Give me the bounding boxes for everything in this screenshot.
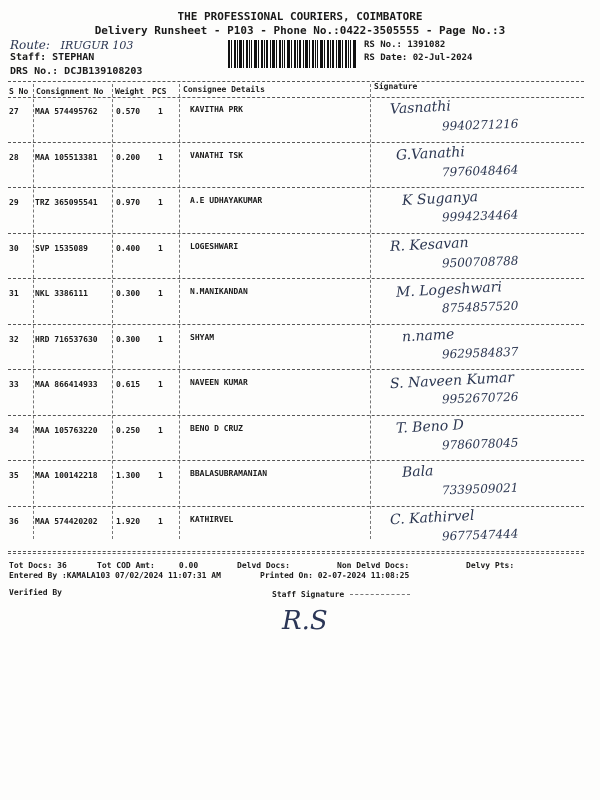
row-consignment-no: MAA 866414933 bbox=[35, 380, 98, 389]
row-consignee: KAVITHA PRK bbox=[190, 105, 243, 114]
row-sno: 34 bbox=[9, 425, 19, 435]
table-row bbox=[0, 144, 600, 189]
printed-on: Printed On: 02-07-2024 11:08:25 bbox=[260, 571, 410, 580]
consignee-signature bbox=[380, 462, 580, 507]
col-header-pcs: PCS bbox=[152, 87, 167, 96]
row-sno: 29 bbox=[9, 198, 19, 207]
row-consignee: BBALASUBRAMANIAN bbox=[190, 469, 268, 478]
row-consignment-no: MAA 574420202 bbox=[35, 516, 98, 526]
barcode-graphic bbox=[228, 40, 356, 68]
consignee-signature bbox=[380, 235, 580, 280]
table-row bbox=[0, 417, 600, 462]
col-header-sno: S No bbox=[9, 87, 29, 96]
staff-signature-label: Staff Signature bbox=[272, 590, 345, 599]
row-pcs: 1 bbox=[158, 198, 163, 207]
company-title: THE PROFESSIONAL COURIERS, COIMBATORE bbox=[177, 10, 423, 23]
total-cod-amount: Tot COD Amt: 0.00 bbox=[97, 561, 199, 570]
row-separator bbox=[8, 415, 584, 416]
signature-name: Bala bbox=[401, 463, 434, 481]
signature-name: T. Beno D bbox=[395, 416, 465, 437]
route-value: IRUGUR 103 bbox=[60, 39, 134, 52]
consignee-signature bbox=[380, 189, 580, 234]
staff-label: Staff: bbox=[10, 52, 47, 63]
runsheet-title: Delivery Runsheet - P103 - Phone No.:0422-3505555 - Page No.:3 bbox=[94, 24, 506, 37]
table-row bbox=[0, 371, 600, 416]
signature-phone: 9994234464 bbox=[441, 207, 519, 225]
table-row bbox=[0, 462, 600, 507]
row-pcs: 1 bbox=[158, 289, 163, 298]
row-consignment-no: NKL 3386111 bbox=[35, 289, 88, 298]
footer-rule bbox=[8, 553, 584, 554]
row-consignee: N.MANIKANDAN bbox=[190, 287, 248, 296]
row-consignment-no: MAA 574495762 bbox=[35, 107, 98, 116]
row-separator bbox=[8, 506, 584, 507]
row-consignment-no: MAA 105513381 bbox=[35, 152, 98, 162]
signature-phone: 7976048464 bbox=[441, 162, 519, 179]
row-consignment-no: MAA 105763220 bbox=[35, 425, 98, 435]
row-weight: 0.300 bbox=[116, 334, 141, 344]
signature-name: Vasnathi bbox=[389, 98, 452, 118]
signature-name: n.name bbox=[401, 326, 455, 345]
table-row bbox=[0, 508, 600, 553]
consignee-signature bbox=[380, 144, 580, 189]
row-pcs: 1 bbox=[158, 516, 163, 526]
signature-phone: 9786078045 bbox=[441, 435, 519, 452]
staff-line bbox=[10, 52, 94, 63]
row-sno: 33 bbox=[9, 380, 19, 389]
consignee-signature bbox=[380, 280, 580, 325]
rs-date: RS Date: 02-Jul-2024 bbox=[364, 53, 473, 63]
row-weight: 0.250 bbox=[116, 425, 141, 435]
drs-number: DRS No.: DCJB139108203 bbox=[10, 66, 143, 77]
row-separator bbox=[8, 324, 584, 325]
col-header-signature: Signature bbox=[374, 82, 418, 91]
consignee-signature bbox=[380, 371, 580, 416]
row-weight: 0.400 bbox=[116, 243, 141, 253]
entered-by: Entered By :KAMALA103 07/02/2024 11:07:31 AM bbox=[9, 571, 221, 580]
signature-phone: 7339509021 bbox=[441, 480, 519, 498]
row-separator bbox=[8, 233, 584, 234]
row-consignee: SHYAM bbox=[190, 332, 215, 342]
signature-phone: 9952670726 bbox=[441, 389, 519, 407]
table-row bbox=[0, 98, 600, 143]
row-weight: 0.300 bbox=[116, 289, 141, 298]
row-pcs: 1 bbox=[158, 334, 163, 344]
consignee-signature bbox=[380, 98, 580, 143]
barcode bbox=[228, 40, 356, 68]
row-sno: 36 bbox=[9, 516, 19, 526]
row-consignee: KATHIRVEL bbox=[190, 514, 234, 524]
row-consignment-no: SVP 1535089 bbox=[35, 243, 88, 253]
col-header-consignment: Consignment No bbox=[36, 87, 104, 96]
route-label: Route: bbox=[10, 38, 50, 52]
col-header-consignee: Consignee Details bbox=[183, 85, 265, 94]
row-separator bbox=[8, 551, 584, 552]
row-sno: 27 bbox=[9, 107, 19, 116]
staff-signature-line bbox=[350, 594, 410, 595]
total-docs: Tot Docs: 36 bbox=[9, 561, 67, 570]
row-separator bbox=[8, 460, 584, 461]
row-weight: 0.970 bbox=[116, 198, 141, 207]
row-consignment-no: HRD 716537630 bbox=[35, 334, 98, 344]
table-row bbox=[0, 235, 600, 280]
non-delivered-docs: Non Delvd Docs: bbox=[337, 561, 410, 570]
signature-phone: 8754857520 bbox=[441, 298, 519, 316]
row-weight: 0.615 bbox=[116, 380, 141, 389]
table-row bbox=[0, 280, 600, 325]
signature-name: K Suganya bbox=[401, 189, 479, 209]
signature-phone: 9677547444 bbox=[441, 526, 519, 543]
row-sno: 28 bbox=[9, 152, 19, 162]
table-row bbox=[0, 189, 600, 234]
staff-value: STEPHAN bbox=[52, 52, 95, 63]
row-pcs: 1 bbox=[158, 380, 163, 389]
rs-number: RS No.: 1391082 bbox=[364, 40, 446, 50]
consignee-signature bbox=[380, 508, 580, 553]
signature-name: S. Naveen Kumar bbox=[389, 369, 515, 393]
row-pcs: 1 bbox=[158, 471, 163, 480]
row-consignment-no: TRZ 365095541 bbox=[35, 198, 98, 207]
row-separator bbox=[8, 187, 584, 188]
row-pcs: 1 bbox=[158, 425, 163, 435]
row-separator bbox=[8, 142, 584, 143]
signature-name: C. Kathirvel bbox=[389, 507, 475, 528]
signature-phone: 9500708788 bbox=[441, 253, 519, 270]
row-sno: 31 bbox=[9, 289, 19, 298]
signature-name: M. Logeshwari bbox=[395, 279, 503, 301]
consignee-signature bbox=[380, 326, 580, 371]
row-pcs: 1 bbox=[158, 243, 163, 253]
row-consignee: LOGESHWARI bbox=[190, 241, 239, 251]
signature-phone: 9940271216 bbox=[441, 116, 519, 134]
row-consignee: NAVEEN KUMAR bbox=[190, 378, 248, 387]
row-consignment-no: MAA 100142218 bbox=[35, 471, 98, 480]
row-weight: 1.920 bbox=[116, 516, 141, 526]
delivered-docs: Delvd Docs: bbox=[237, 561, 290, 570]
route-line bbox=[10, 38, 133, 52]
row-consignee: A.E UDHAYAKUMAR bbox=[190, 196, 263, 205]
delivery-points: Delvy Pts: bbox=[466, 561, 515, 570]
signature-name: R. Kesavan bbox=[389, 234, 469, 255]
row-pcs: 1 bbox=[158, 152, 163, 162]
table-top-rule bbox=[8, 81, 584, 82]
col-header-weight: Weight bbox=[115, 87, 144, 96]
row-sno: 30 bbox=[9, 243, 19, 253]
row-consignee: BENO D CRUZ bbox=[190, 423, 243, 433]
row-weight: 0.200 bbox=[116, 152, 141, 162]
consignee-signature bbox=[380, 417, 580, 462]
row-sno: 35 bbox=[9, 471, 19, 480]
row-sno: 32 bbox=[9, 334, 19, 344]
row-weight: 1.300 bbox=[116, 471, 141, 480]
row-weight: 0.570 bbox=[116, 107, 141, 116]
row-pcs: 1 bbox=[158, 107, 163, 116]
table-row bbox=[0, 326, 600, 371]
row-consignee: VANATHI TSK bbox=[190, 150, 243, 160]
verified-by: Verified By bbox=[9, 588, 62, 597]
signature-phone: 9629584837 bbox=[441, 344, 519, 361]
staff-signature-mark: R.S bbox=[282, 606, 328, 636]
signature-name: G.Vanathi bbox=[395, 143, 466, 164]
